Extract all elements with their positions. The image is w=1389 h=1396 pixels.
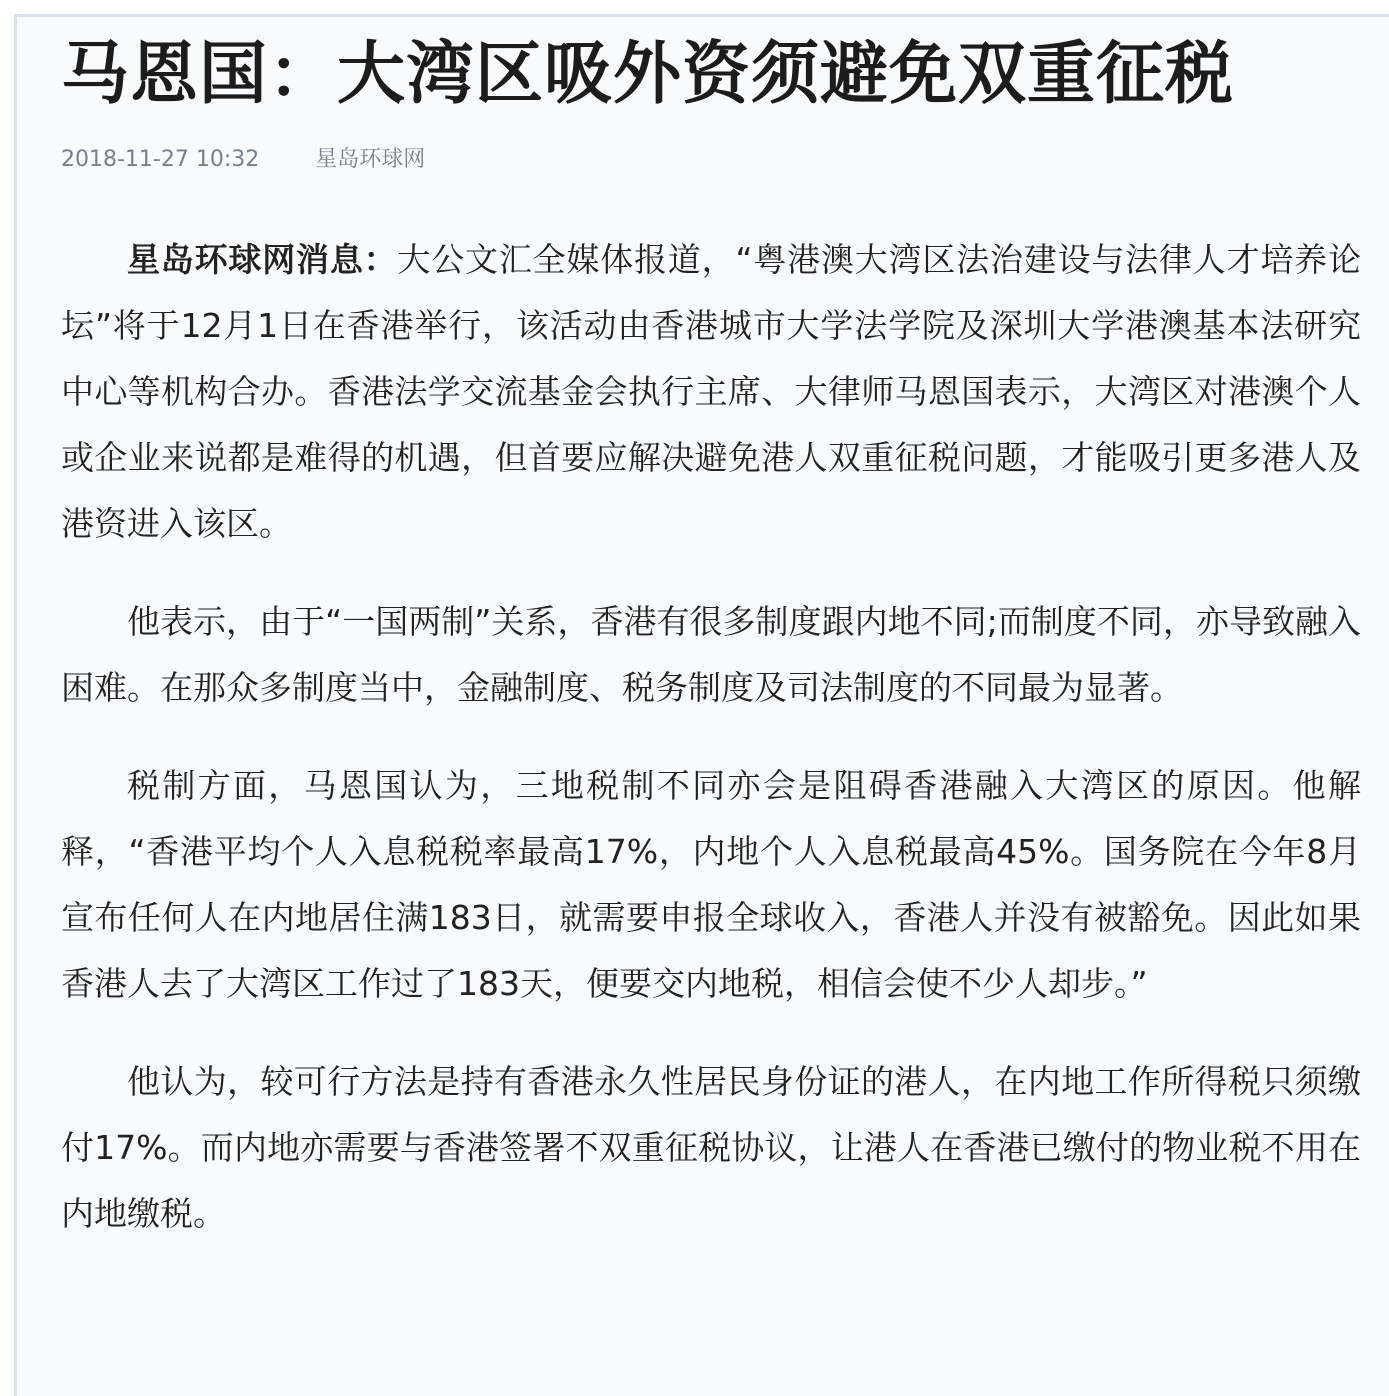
article-title: 马恩国：大湾区吸外资须避免双重征税: [61, 35, 1235, 114]
article-meta: [61, 145, 1361, 175]
paragraph-1-text: 大公文汇全媒体报道，“粤港澳大湾区法治建设与法律人才培养论坛”将于12月1日在香港举行，该活动由香港城市大学法学院及深圳大学港澳基本法研究中心等机构合办。香港法学交流基金会执行主席、大律师马恩国表示，大湾区对港澳个人或企业来说都是难得的机遇，但首要应解决避免港人双重征税问题，才能吸引更多港人及港资进入该区。: [61, 240, 1361, 543]
article-frame: [14, 14, 1389, 1396]
lead-label: 星岛环球网消息：: [127, 240, 398, 279]
paragraph-4: 他认为，较可行方法是持有香港永久性居民身份证的港人，在内地工作所得税只须缴付17%。而内地亦需要与香港签署不双重征税协议，让港人在香港已缴付的物业税不用在内地缴税。: [61, 1062, 1361, 1233]
paragraph-1: [61, 227, 1361, 557]
paragraph-2: 他表示，由于“一国两制”关系，香港有很多制度跟内地不同;而制度不同，亦导致融入困难。在那众多制度当中，金融制度、税务制度及司法制度的不同最为显著。: [61, 602, 1361, 707]
article: [61, 17, 1361, 1279]
paragraph-3: 税制方面，马恩国认为，三地税制不同亦会是阻碍香港融入大湾区的原因。他解释，“香港平均个人入息税税率最高17%，内地个人入息税最高45%。国务院在今年8月宣布任何人在内地居住满183日，就需要申报全球收入，香港人并没有被豁免。因此如果香港人去了大湾区工作过了183天，便要交内地税，相信会使不少人却步。”: [61, 766, 1361, 1003]
article-body: [61, 227, 1361, 1247]
publish-datetime: 2018-11-27 10:32: [61, 147, 260, 172]
article-source: 星岛环球网: [315, 147, 426, 172]
